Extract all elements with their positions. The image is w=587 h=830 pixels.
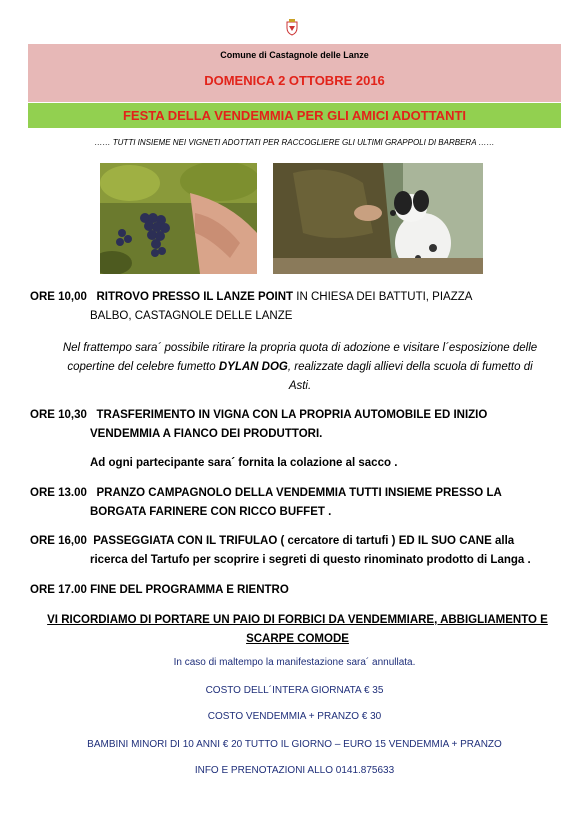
exhibition-note-line-2 [30,358,570,377]
program-time: ORE 17.00 [30,584,87,596]
program-activity: TRASFERIMENTO IN VIGNA CON LA PROPRIA AUTOMOBILE ED INIZIO [96,409,488,421]
program-activity: PRANZO CAMPAGNOLO DELLA VENDEMMIA TUTTI INSIEME PRESSO LA [96,487,502,499]
cost-full-day: COSTO DELL´INTERA GIORNATA € 35 [205,685,384,696]
event-date: DOMENICA 2 OTTOBRE 2016 [204,73,385,88]
program-item-2 [30,406,570,425]
reminder-line-2: SCARPE COMODE [246,633,349,645]
program-time: ORE 16,00 [30,535,87,547]
booking-contact: INFO E PRENOTAZIONI ALLO 0141.875633 [194,765,395,776]
program-location-line-2: BALBO, CASTAGNOLE DELLE LANZE [90,310,293,322]
reminder-line-1: VI RICORDIAMO DI PORTARE UN PAIO DI FORBICI DA VENDEMMIARE, ABBIGLIAMENTO E [47,614,548,626]
program-item-4-line-2: ricerca del Tartufo per scoprire i segreti di questo rinominato prodotto di Langa . [90,554,531,566]
program-item-5 [30,581,570,600]
event-tagline: …… TUTTI INSIEME NEI VIGNETI ADOTTATI PER RACCOGLIERE GLI ULTIMI GRAPPOLI DI BARBERA …… [94,138,495,147]
grapes-harvest-photo [100,163,257,274]
event-title: FESTA DELLA VENDEMMIA PER GLI AMICI ADOTTANTI [122,108,467,123]
program-item-1 [30,288,570,307]
program-time: ORE 10,00 [30,291,87,303]
program-location: IN CHIESA DEI BATTUTI, PIAZZA [293,291,473,303]
program-activity: PASSEGGIATA CON IL TRIFULAO ( cercatore di tartufi ) ED IL SUO CANE alla [93,535,515,547]
reminder-notice [40,611,555,649]
program-item-3 [30,484,570,503]
program-time: ORE 10,30 [30,409,87,421]
comic-title: DYLAN DOG [218,361,288,373]
program-activity: FINE DEL PROGRAMMA E RIENTRO [90,584,289,596]
municipal-crest-icon [285,18,299,36]
cost-harvest-lunch: COSTO VENDEMMIA + PRANZO € 30 [207,711,382,722]
note-text: copertine del celebre fumetto [67,361,219,373]
program-activity: RITROVO PRESSO IL LANZE POINT [96,291,294,303]
program-item-4 [30,532,570,551]
note-text: , realizzate dagli allievi della scuola di fumetto di [287,361,533,373]
children-pricing: BAMBINI MINORI DI 10 ANNI € 20 TUTTO IL GIORNO – EURO 15 VENDEMMIA + PRANZO [87,739,502,750]
hunter-with-dog-photo [273,163,483,274]
exhibition-note-line-3: Asti. [288,380,312,392]
weather-notice: In caso di maltempo la manifestazione sara´ annullata. [173,657,416,668]
exhibition-note-line-1: Nel frattempo sara´ possibile ritirare la propria quota di adozione e visitare l´esposizione delle [62,342,538,354]
breakfast-note: Ad ogni partecipante sara´ fornita la colazione al sacco . [90,457,398,469]
program-item-2-line-2: VENDEMMIA A FIANCO DEI PRODUTTORI. [90,428,323,440]
commune-name: Comune di Castagnole delle Lanze [220,50,369,60]
program-time: ORE 13.00 [30,487,87,499]
program-item-3-line-2: BORGATA FARINERE CON RICCO BUFFET . [90,506,332,518]
